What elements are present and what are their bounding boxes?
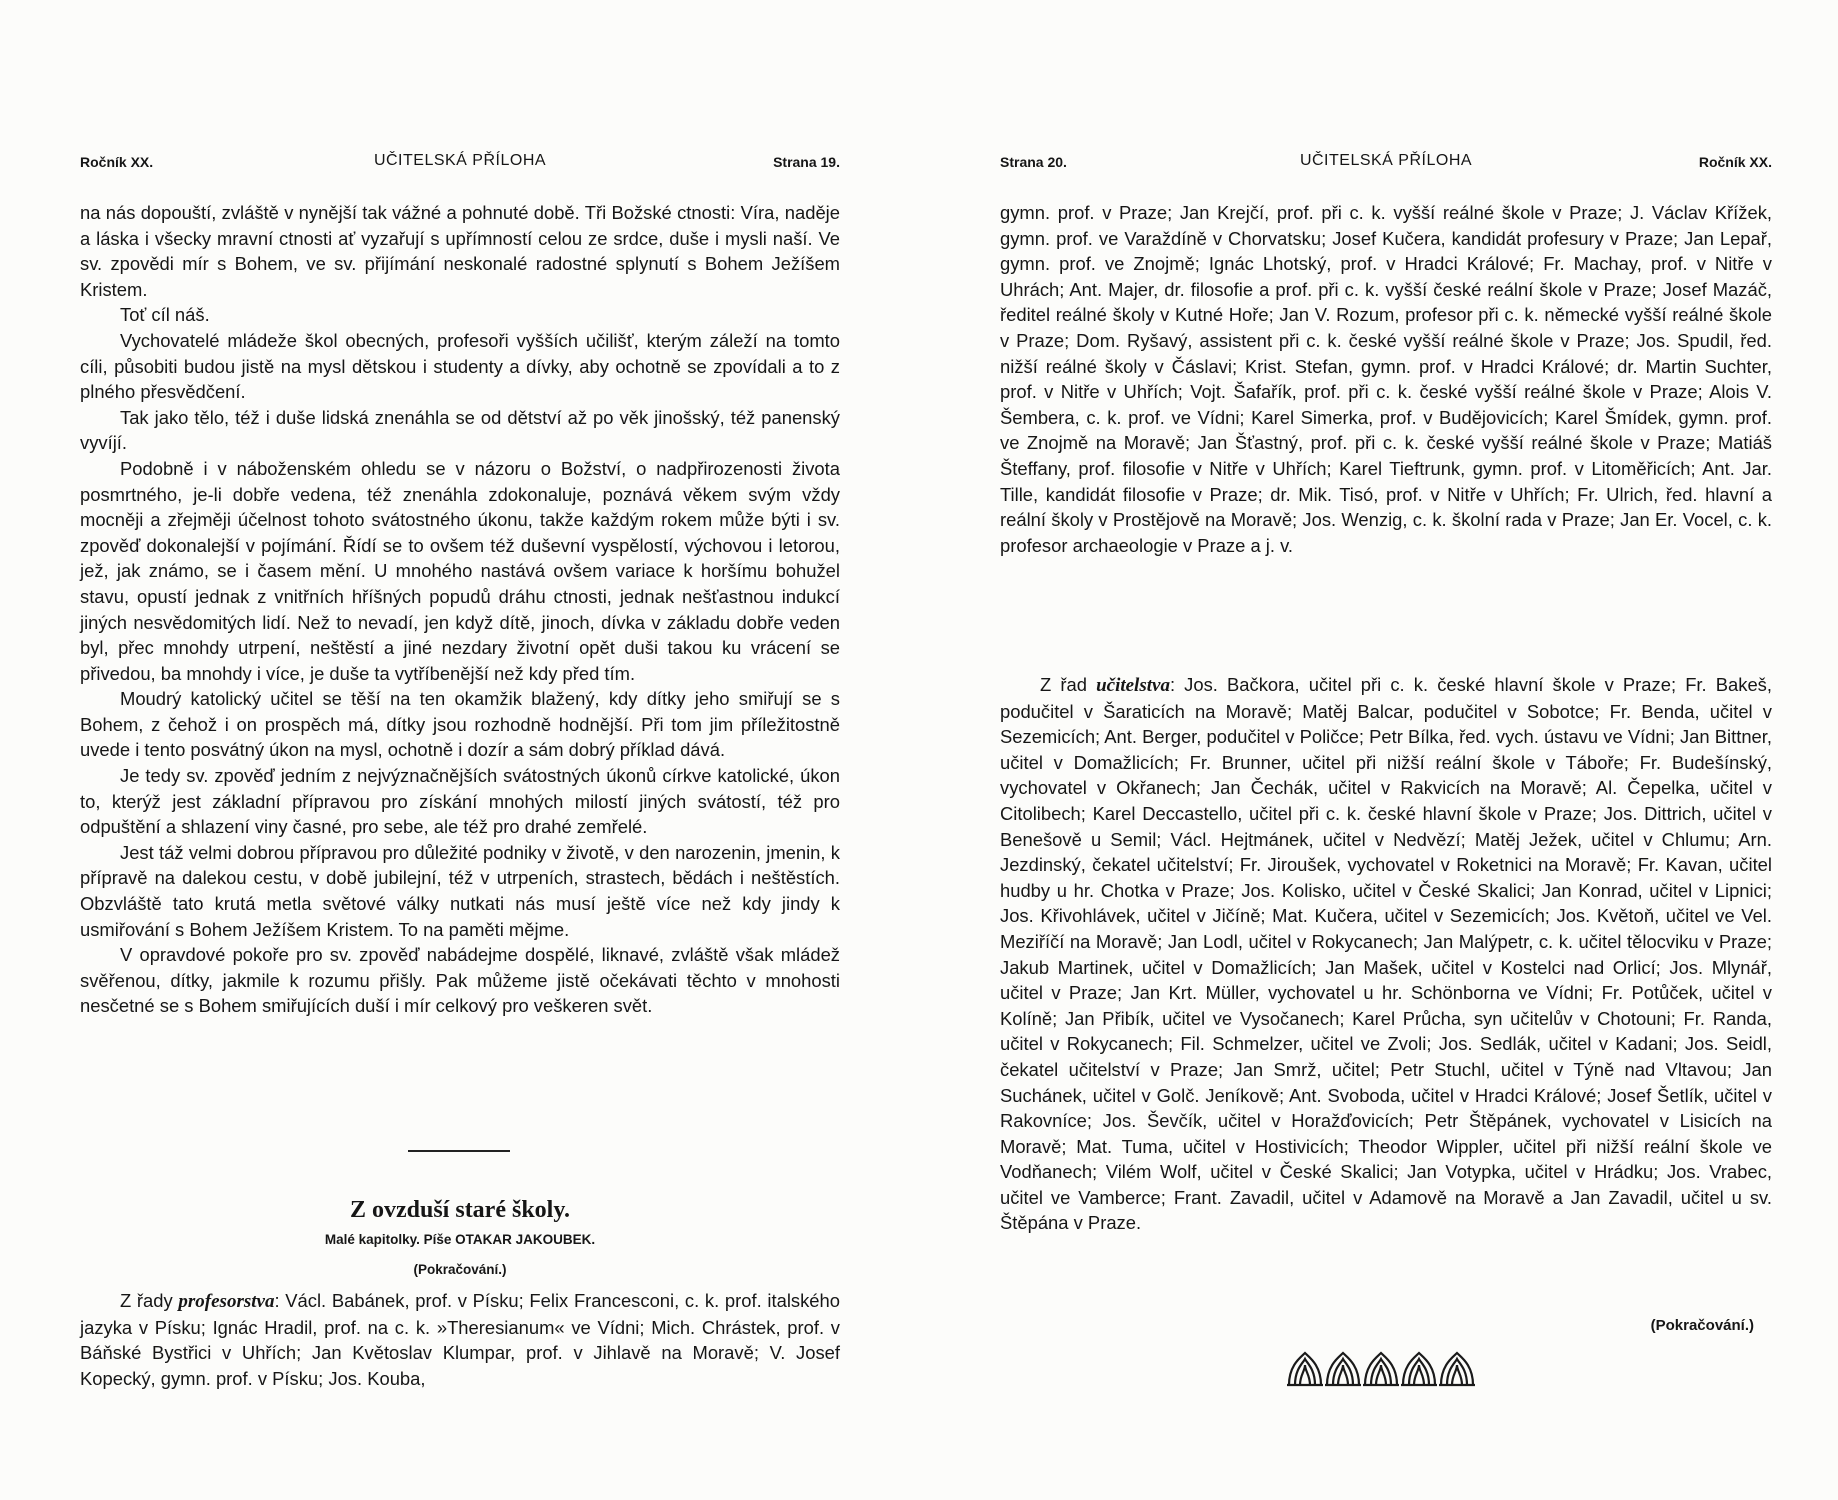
list-text: : Václ. Babánek, prof. v Písku; Felix Francesconi, c. k. prof. italského jazyka v Písku; Ignác Hradil, prof. na c. k. »Theresianum« ve Vídni; Mich. Chrástek, prof. v Báňské Bystřici v Uhřích; Jan Květoslav Klumpar, prof. v Jihlavě na Moravě; V. Josef Kopecký, gymn. prof. v Písku; Jos. Kouba, [80,1290,840,1389]
section-divider [408,1150,510,1152]
page-number: Strana 19. [773,154,840,170]
section-title: Z ovzduší staré školy. [349,1197,571,1223]
ornament-leaf [1363,1353,1399,1385]
right-page-text [1000,200,1772,558]
floral-ornament-icon [1287,1351,1477,1391]
paragraph: Tak jako tělo, též i duše lidská znenáhla se od dětství až po věk jinošský, též panenský vyvíjí. [80,406,840,454]
left-page-header [80,150,840,176]
section-subtitle: Malé kapitolky. Píše OTAKAR JAKOUBEK. [324,1232,596,1247]
section-continuation: (Pokračování.) [413,1262,507,1277]
paragraph: Toť cíl náš. [120,304,210,326]
section-text [80,1288,840,1391]
role-heading: profesorstva [178,1291,275,1312]
ornament-leaf [1287,1353,1323,1385]
role-heading: učitelstva [1096,675,1170,696]
paragraph: Vychovatelé mládeže škol obecných, profesoři vyšších učilišť, kterým záleží na tomto cíli, působiti budou jistě na mysl dětskou i studenty a dívky, aby ochotně se zpovídali a to z plného přesvědčení. [80,329,840,403]
ornament-leaf [1325,1353,1361,1385]
paragraph: Moudrý katolický učitel se těší na ten okamžik blažený, kdy dítky jeho smiřují se s Bohem, z čehož i on prospěch má, dítky jsou rozhodně hodnější. Při tom jim příležitostně uvede i tento posvátný úkon na mysl, ochotně i dozír a sám dobrý příklad dává. [80,688,840,761]
continuation-note: (Pokračování.) [1650,1317,1754,1334]
paragraph: Podobně i v náboženském ohledu se v názoru o Božství, o nadpřirozenosti života posmrtného, je-li dobře vedena, též znenáhla zdokonaluje, poznává věkem svým vždy mocněji a zřejměji účelnost tohoto svátostného úkonu, takže každým rokem může býti i sv. zpověď dokonalejší v pojímání. Řídí se to ovšem též duševní vyspělostí, výchovou i letorou, jež, jak známo, se i časem mění. U mnohého nastává ovšem variace k horšímu bohužel stavu, opustí jednak z vnitřních hříšných popudů dráhu ctnosti, jednak nešťastnou indukcí jiných nesvědomitých lidí. Než to nevadí, jen když dítě, jinoch, dívka v základu dobře veden byl, přec mnohdy utrpení, neštěstí a jiné nezdary životní opět duši takou ku vrácení se přivedou, ba mnohdy i více, je duše ta vytříbenější než kdy před tím. [80,457,840,684]
running-title: UČITELSKÁ PŘÍLOHA [373,152,547,169]
paragraph: na nás dopouští, zvláště v nynější tak vážné a pohnuté době. Tři Božské ctnosti: Víra, naděje a láska i všecky mravní ctnosti ať vyzařují s upřímností celou ze srdce, duše i mysli naší. Ve sv. zpovědi mír s Bohem, ve sv. přijímání neskonalé radostné splynutí s Bohem Ježíšem Kristem. [80,202,840,300]
lead-text: Z řady [120,1290,179,1311]
paragraph: Jest táž velmi dobrou přípravou pro důležité podniky v životě, v den narozenin, jmenin, k přípravě na dalekou cestu, v době jubilejní, též v utrpeních, strastech, bědách i neštěstích. Obzvláště tato krutá metla světové války nutkati nás musí ještě více než kdy jindy k usmiřování s Bohem Ježíšem Kristem. To na paměti mějme. [80,841,840,940]
paragraph: Je tedy sv. zpověď jedním z nejvýznačnějších svátostných úkonů církve katolické, úkon to, kterýž jest základní přípravou pro získání mnohých milostí jiných svátostí, též pro odpuštění a shlazení viny časné, pro sebe, ale též pro drahé zemřelé. [80,765,840,838]
ornament-leaf [1401,1353,1437,1385]
paragraph: gymn. prof. v Praze; Jan Krejčí, prof. při c. k. vyšší reálné škole v Praze; J. Václav Křížek, gymn. prof. ve Varaždíně v Chorvatsku; Josef Kučera, kandidát profesury v Praze; Jan Lepař, gymn. prof. ve Znojmě; Ignác Lhotský, prof. v Hradci Králové; Fr. Machay, prof. v Nitře v Uhrách; Ant. Majer, dr. filosofie a prof. při c. k. vyšší české reální škole v Praze; Josef Mazáč, ředitel reálné školy v Kutné Hoře; Jan V. Rozum, profesor při c. k. německé vyšší reálné škole v Praze; Dom. Ryšavý, assistent při c. k. české vyšší reálné škole v Praze; Jos. Spudil, řed. nižší reálné školy v Čáslavi; Krist. Stefan, gymn. prof. v Hradci Králové; dr. Martin Suchter, prof. v Nitře v Uhřích; Vojt. Šafařík, prof. při c. k. české vyšší reálné škole v Praze; Alois V. Šembera, c. k. prof. ve Vídni; Karel Simerka, prof. v Budějovicích; Karel Šmídek, gymn. prof. ve Znojmě na Moravě; Jan Šťastný, prof. při c. k. české vyšší reálné škole v Praze; Matiáš Šteffany, prof. filosofie v Nitře v Uhřích; Karel Tieftrunk, gymn. prof. v Litoměřicích; Ant. Jar. Tille, kandidát filosofie v Praze; dr. Mik. Tisó, prof. v Nitře v Uhřích; Fr. Ulrich, řed. hlavní a reální školy v Prostějově na Moravě; Jos. Wenzig, c. k. školní rada v Praze; Jan Er. Vocel, c. k. profesor archaeologie v Praze a j. v. [1000,202,1772,556]
volume-label: Ročník XX. [80,154,154,170]
paragraph: V opravdové pokoře pro sv. zpověď nabádejme dospělé, liknavé, zvláště však mládež svěřenou, dítky, jakmile k rozumu přišly. Pak můžeme jistě očekávati těchto v mnohosti nesčetné se s Bohem smiřujících duší i mír celkový pro veškeren svět. [80,944,840,1017]
right-page-header [1000,150,1772,176]
page-number: Strana 20. [1000,154,1067,170]
paragraph [80,1288,840,1391]
list-text: : Jos. Bačkora, učitel při c. k. české hlavní škole v Praze; Fr. Bakeš, podučitel v Šaraticích na Moravě; Matěj Balcar, podučitel v Sobotce; Fr. Benda, učitel v Sezemicích; Ant. Berger, podučitel v Poličce; Petr Bílka, řed. vych. ústavu ve Vídni; Jan Bittner, učitel v Domažlicích; Fr. Brunner, učitel při nižší reální škole v Táboře; Fr. Budešínský, vychovatel v Okřanech; Jan Čechák, učitel v Rakvicích na Moravě; Al. Čepelka, učitel v Citolibech; Karel Deccastello, učitel při c. k. české hlavní škole v Praze; Jos. Dittrich, učitel v Benešově u Semil; Václ. Hejtmánek, učitel v Nedvězí; Matěj Ježek, učitel v Chlumu; Arn. Jezdinský, čekatel učitelství; Fr. Jiroušek, vychovatel v Roketnici na Moravě; Fr. Kavan, učitel hudby u hr. Chotka v Praze; Jos. Kolisko, učitel v České Skalici; Jan Konrad, učitel v Lipnici; Jos. Křivohlávek, učitel v Jičíně; Mat. Kučera, učitel v Sezemicích; Jos. Květoň, učitel ve Vel. Meziříčí na Moravě; Jan Lodl, učitel v Rokycanech; Jan Malýpetr, c. k. učitel tělocviku v Praze; Jakub Martinek, učitel v Domažlicích; Jan Mašek, učitel v Kostelci nad Orlicí; Jos. Mlynář, učitel v Praze; Jan Krt. Müller, vychovatel u hr. Schönborna ve Vídni; Fr. Potůček, učitel v Kolíně; Jan Přibík, učitel ve Vysočanech; Karel Průcha, syn učitelův v Chotouni; Fr. Randa, učitel v Rokycanech; Fil. Schmelzer, učitel ve Zvoli; Jos. Sedlák, učitel v Kadani; Jos. Seidl, čekatel učitelství v Praze; Jan Smrž, učitel; Petr Stuchl, učitel v Týně nad Vltavou; Jan Suchánek, učitel v Golč. Jeníkově; Ant. Svoboda, učitel v Hradci Králové; Josef Šetlík, učitel v Rakovníce; Jos. Ševčík, učitel v Horažďovicích; Petr Štěpánek, vychovatel v Lisicích na Moravě; Mat. Tuma, učitel v Hostivicích; Theodor Wippler, učitel při nižší reální škole ve Vodňanech; Vilém Wolf, učitel v České Skalici; Jan Votypka, učitel v Hrádku; Jos. Vrabec, učitel ve Vamberce; Frant. Zavadil, učitel v Adamově na Moravě a Jan Zavadil, učitel u sv. Štěpána v Praze. [1000,674,1772,1234]
teachers-list [1000,672,1772,1236]
lead-text: Z řad [1040,674,1097,695]
volume-label: Ročník XX. [1698,154,1772,170]
running-title: UČITELSKÁ PŘÍLOHA [1299,152,1473,169]
paragraph [1000,672,1772,1236]
ornament-leaf [1439,1353,1475,1385]
left-page-text [80,200,840,1019]
